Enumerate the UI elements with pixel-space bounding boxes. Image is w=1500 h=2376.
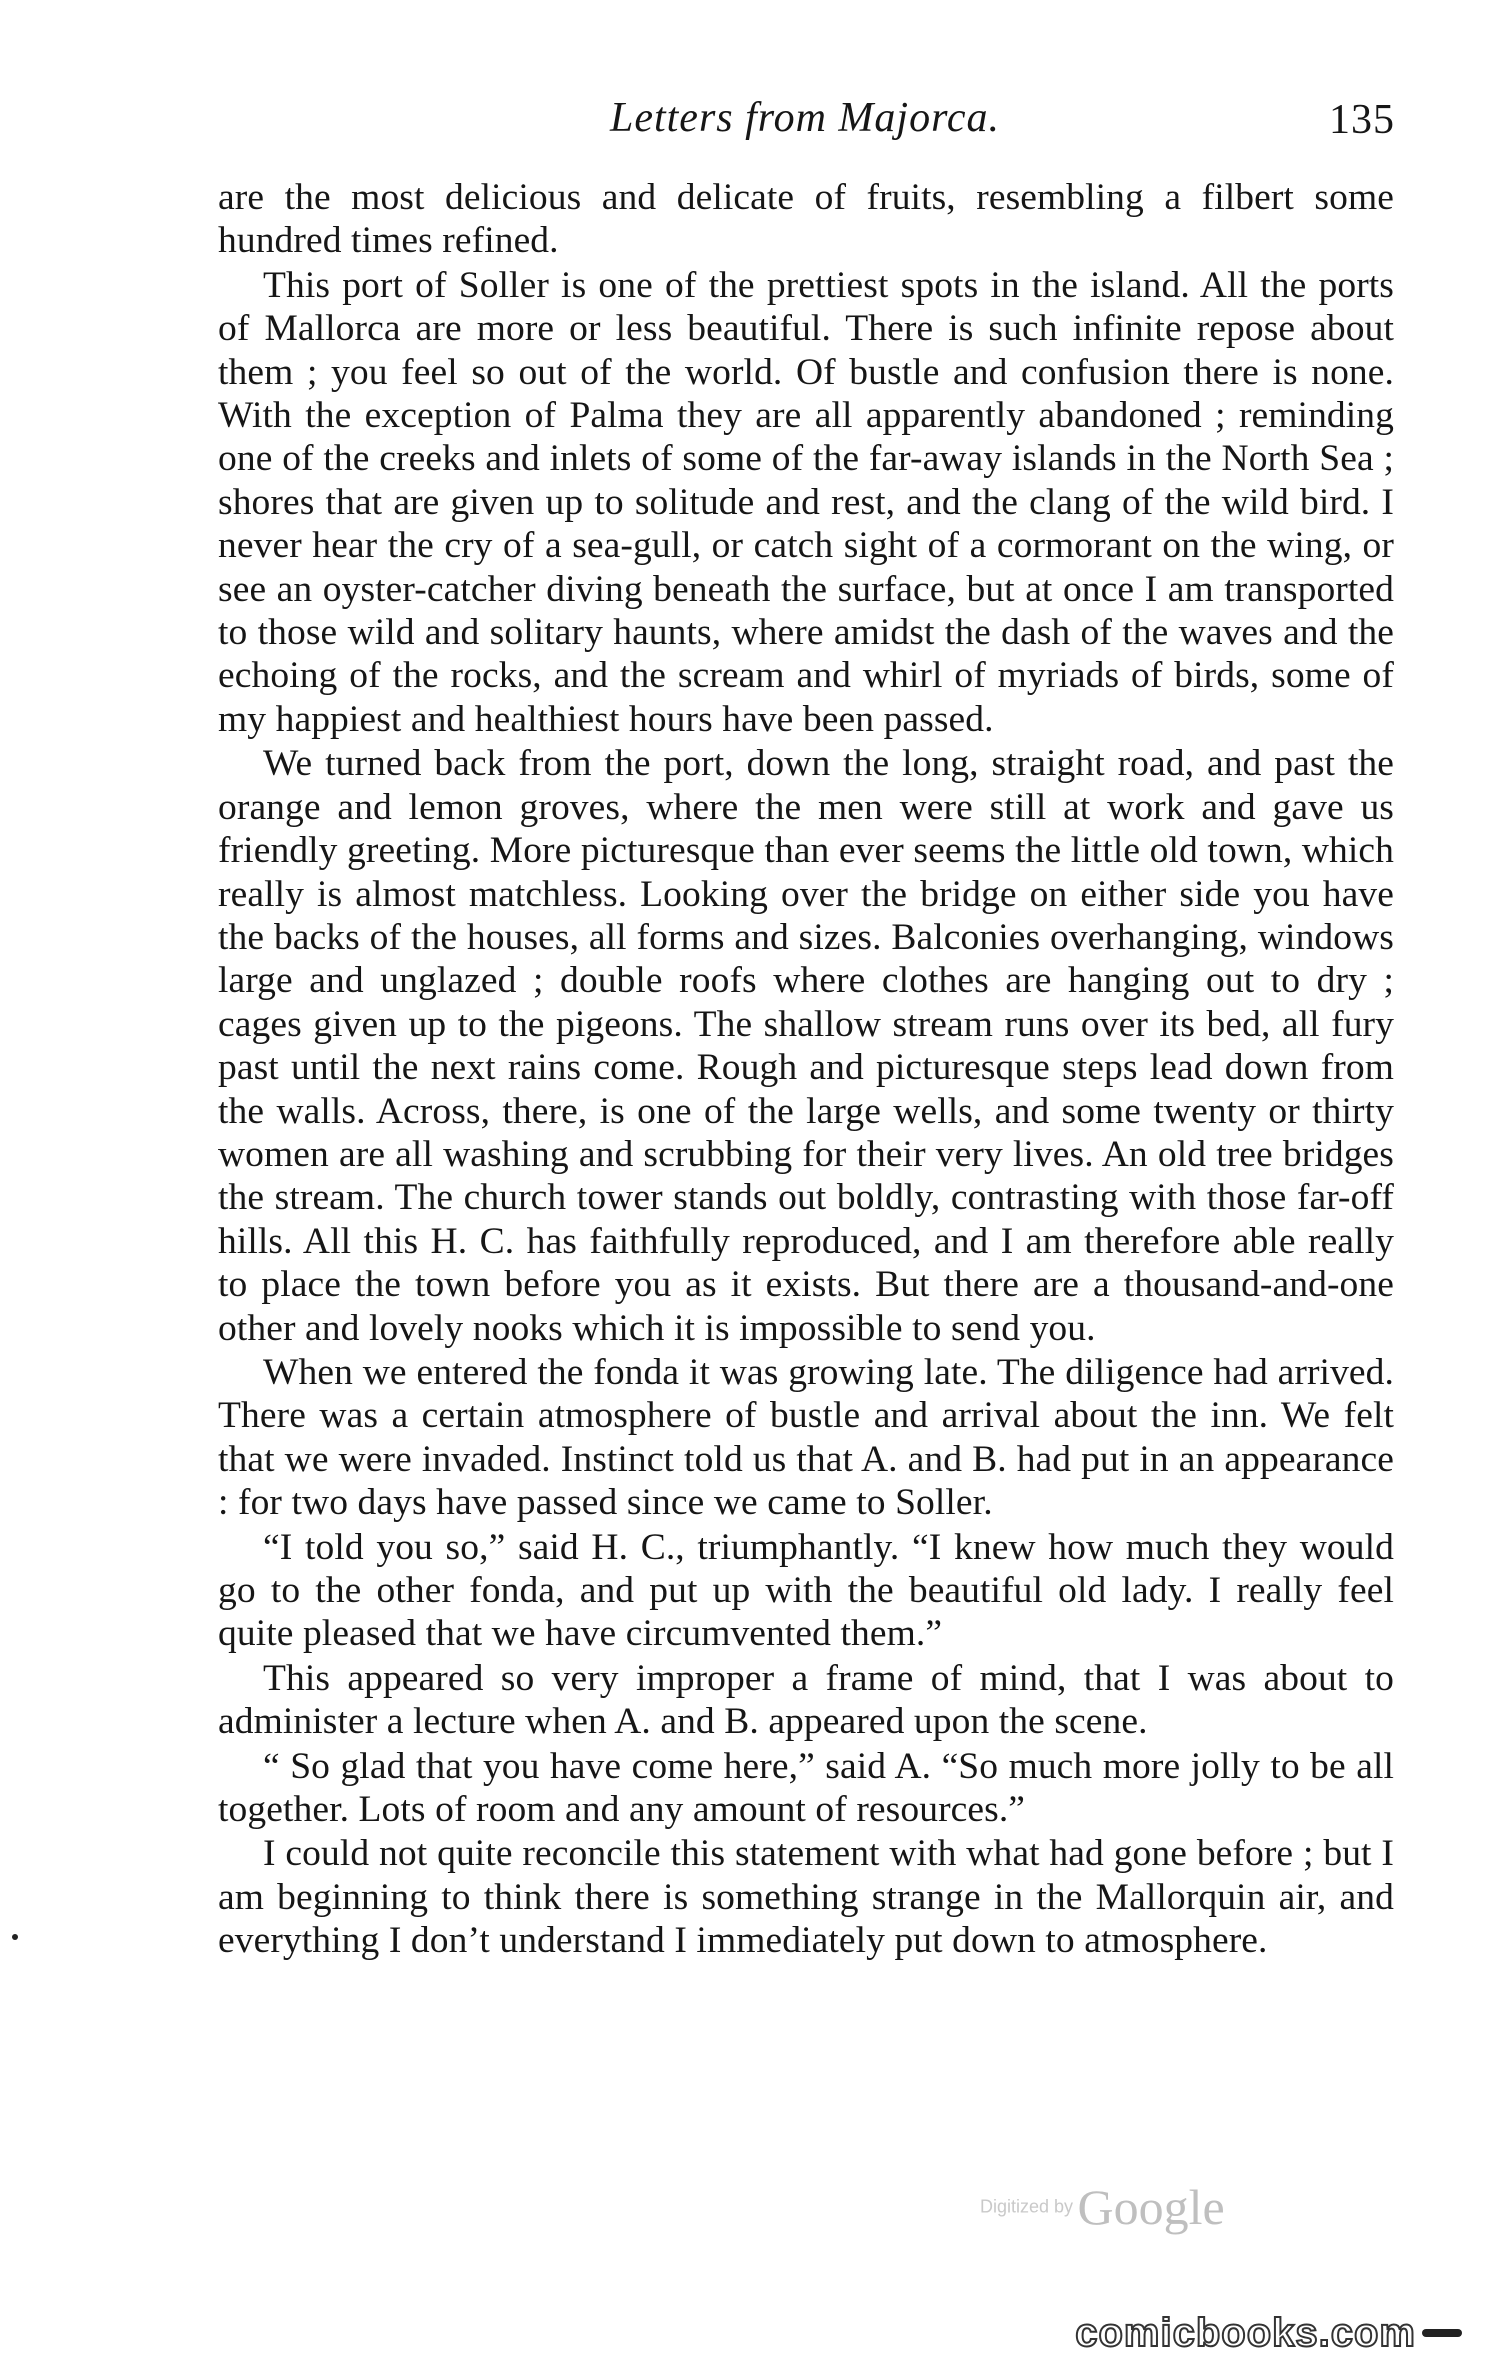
paragraph-2: This port of Soller is one of the prettiest spots in the island. All the ports of Mallorca are more or less beautiful. There is such infinite repose about them ; you feel so out of the world. Of bustle and confusion there is none. With the exception of Palma they are all apparently abandoned ; reminding one of the creeks and inlets of some of the far-away islands in the North Sea ; shores that are given up to solitude and rest, and the clang of the wild bird. I never hear the cry of a sea-gull, or catch sight of a cormorant on the wing, or see an oyster-catcher diving beneath the surface, but at once I am transported to those wild and solitary haunts, where amidst the dash of the waves and the echoing of the rocks, and the scream and whirl of myriads of birds, some of my happiest and healthiest hours have been passed. [218,264,1394,740]
digitized-prefix: Digitized by [980,2196,1074,2217]
digitized-brand-logo: Google [1077,2179,1225,2235]
paragraph-8: I could not quite reconcile this statement with what had gone before ; but I am beginning to think there is something strange in the Mallorquin air, and everything I don’t understand I immediately put down to atmosphere. [218,1833,1394,1962]
body-text [218,176,1394,1963]
watermark-text: comicbooks.com [1075,2310,1416,2355]
page-header [215,94,1395,154]
watermark-bar [1422,2329,1462,2337]
paragraph-1: are the most delicious and delicate of fruits, resembling a filbert some hundred times refined. [218,177,1394,262]
site-watermark [1075,2310,1462,2356]
paragraph-5: “I told you so,” said H. C., triumphantly. “I knew how much they would go to the other fonda, and put up with the beautiful old lady. I really feel quite pleased that we have circumvented them.” [218,1526,1394,1655]
paragraph-7: “ So glad that you have come here,” said A. “So much more jolly to be all together. Lots of room and any amount of resources.” [218,1745,1394,1831]
digitized-by-stamp [980,2178,1225,2236]
paragraph-3: We turned back from the port, down the long, straight road, and past the orange and lemon groves, where the men were still at work and gave us friendly greeting. More picturesque than ever seems the little old town, which really is almost matchless. Looking over the bridge on either side you have the backs of the houses, all forms and sizes. Balconies overhanging, windows large and unglazed ; double roofs where clothes are hanging out to dry ; cages given up to the pigeons. The shallow stream runs over its bed, all fury past until the next rains come. Rough and picturesque steps lead down from the walls. Across, there, is one of the large wells, and some twenty or thirty women are all washing and scrubbing for their very lives. An old tree bridges the stream. The church tower stands out boldly, contrasting with those far-off hills. All this H. C. has faithfully reproduced, and I am therefore able really to place the town before you as it exists. But there are a thousand-and-one other and lovely nooks which it is impossible to send you. [218,743,1394,1349]
paragraph-4: When we entered the fonda it was growing late. The diligence had arrived. There was a certain atmosphere of bustle and arrival about the inn. We felt that we were invaded. Instinct told us that A. and B. had put in an appearance : for two days have passed since we came to Soller. [218,1351,1394,1524]
page-number: 135 [1329,97,1395,143]
running-title: Letters from Majorca. [609,95,1001,141]
stray-ink-mark [12,1934,18,1940]
paragraph-6: This appeared so very improper a frame of mind, that I was about to administer a lecture when A. and B. appeared upon the scene. [218,1657,1394,1743]
